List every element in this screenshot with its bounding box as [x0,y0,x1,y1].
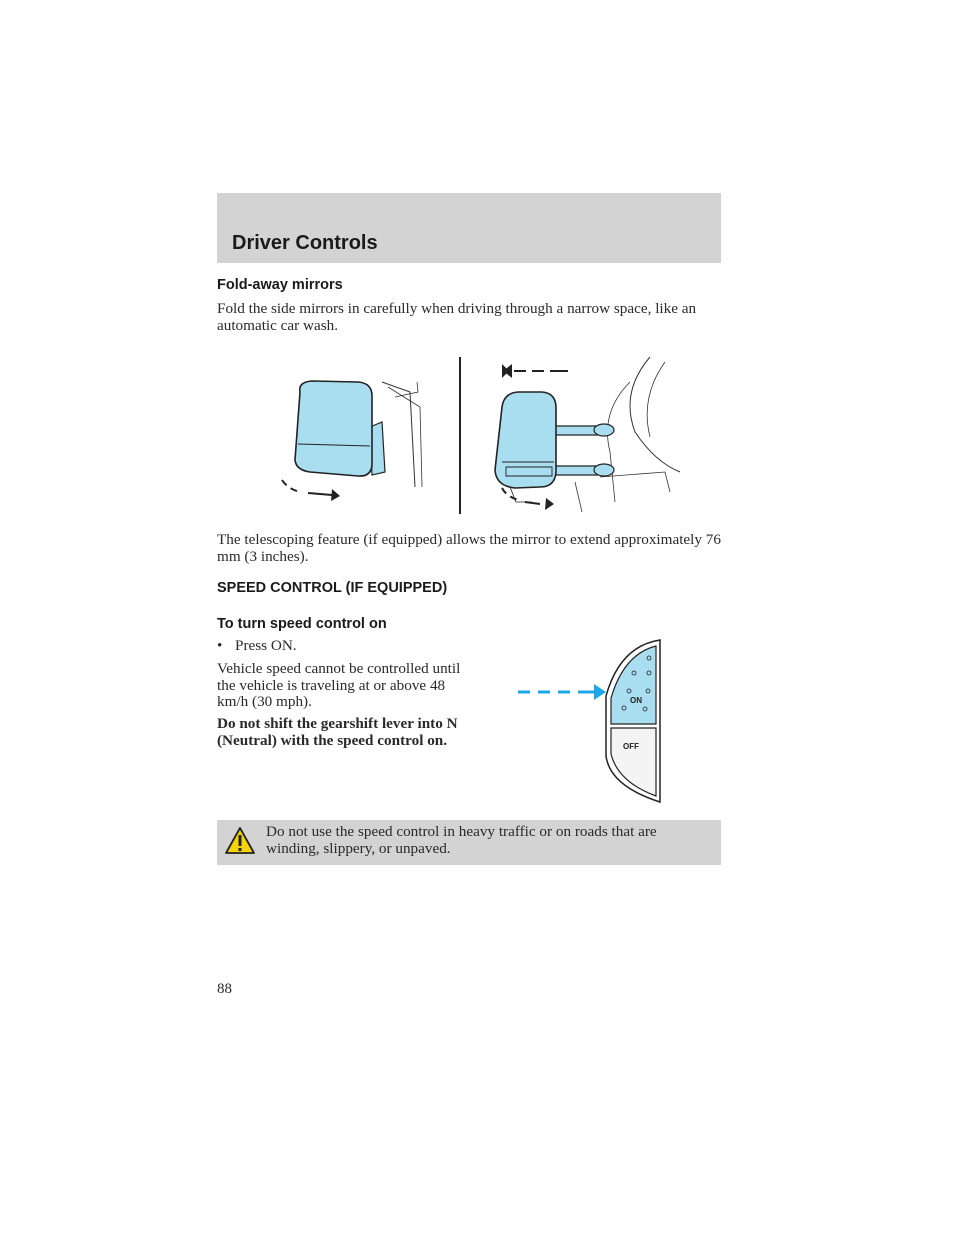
on-label: ON [630,696,642,705]
speed-limit-note: Vehicle speed cannot be controlled until the vehicle is traveling at or above 48 km/h (30 mph). [217,660,461,710]
speed-control-heading: SPEED CONTROL (IF EQUIPPED) [217,580,448,596]
press-on-bullet [217,638,297,655]
neutral-caution: Do not shift the gearshift lever into N (Neutral) with the speed control on. [217,715,458,749]
off-label: OFF [623,742,639,751]
turn-on-subheading: To turn speed control on [217,616,387,632]
section-title: Driver Controls [232,232,378,254]
fold-mirrors-illustration [270,352,690,517]
bullet-mark: • [217,637,223,654]
folded-mirror-figure [282,381,422,501]
on-button[interactable] [611,646,656,724]
page-number: 88 [217,981,232,997]
extended-mirror-figure [495,357,680,512]
warning-text: Do not use the speed control in heavy traffic or on roads that are winding, slippery, or unpaved. [266,823,657,857]
speed-control-switch-illustration [510,636,670,808]
fold-mirrors-heading: Fold-away mirrors [217,277,343,293]
warning-triangle-icon [224,826,256,856]
off-button[interactable] [611,728,656,796]
fold-mirrors-body: Fold the side mirrors in carefully when driving through a narrow space, like an automatic car wash. [217,300,697,334]
bullet-text: Press ON. [235,637,297,654]
telescoping-note: The telescoping feature (if equipped) allows the mirror to extend approximately 76 mm (3 inches). [217,531,721,565]
